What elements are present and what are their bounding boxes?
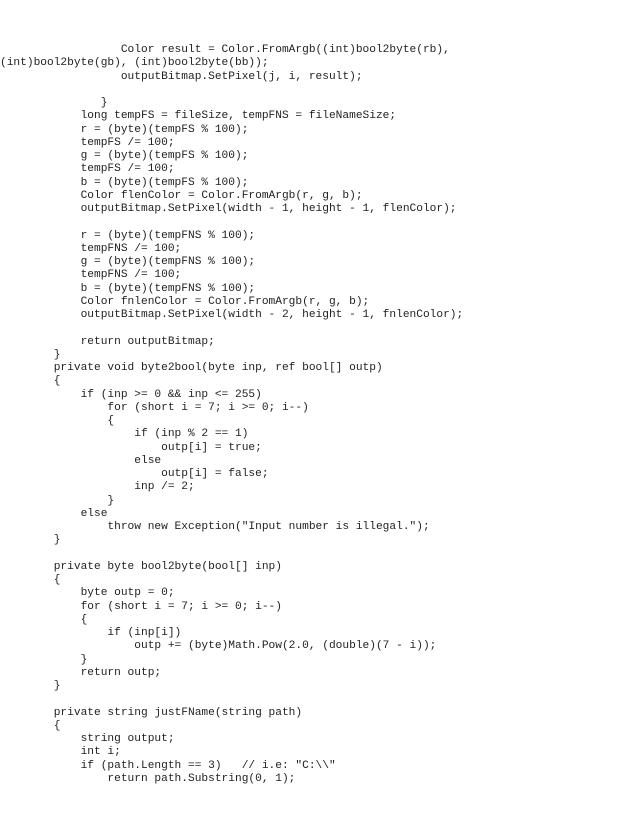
code-line: outp += (byte)Math.Pow(2.0, (double)(7 - i));: [0, 640, 437, 653]
code-line: }: [0, 653, 88, 666]
code-line: private byte bool2byte(bool[] inp): [0, 560, 282, 573]
code-line: {: [0, 613, 88, 626]
code-line: r = (byte)(tempFS % 100);: [0, 123, 249, 136]
code-line: g = (byte)(tempFS % 100);: [0, 150, 249, 162]
code-line: outputBitmap.SetPixel(j, i, result);: [0, 70, 363, 83]
code-line: outp[i] = false;: [0, 468, 269, 480]
code-line: if (inp >= 0 && inp <= 255): [0, 388, 262, 401]
code-line: r = (byte)(tempFNS % 100);: [0, 229, 256, 242]
code-line: {: [0, 415, 115, 427]
code-line: }: [0, 494, 115, 507]
code-line: byte outp = 0;: [0, 587, 175, 600]
code-line: tempFS /= 100;: [0, 136, 175, 149]
code-listing: [0, 44, 463, 786]
code-line: else: [0, 507, 108, 520]
code-line: return outp;: [0, 666, 162, 679]
code-line: }: [0, 680, 61, 692]
code-line: return path.Substring(0, 1);: [0, 772, 296, 785]
code-line: Color result = Color.FromArgb((int)bool2byte(rb),: [0, 44, 450, 56]
code-line: int i;: [0, 746, 121, 759]
code-line: outp[i] = true;: [0, 441, 262, 454]
code-line: tempFS /= 100;: [0, 163, 175, 176]
code-line: [0, 693, 463, 706]
code-line: private void byte2bool(byte inp, ref bool[] outp): [0, 362, 383, 374]
code-line: {: [0, 574, 61, 586]
code-line: g = (byte)(tempFNS % 100);: [0, 256, 256, 268]
code-line: [0, 548, 463, 561]
code-line: tempFNS /= 100;: [0, 269, 182, 282]
code-line: [0, 84, 463, 97]
code-line: tempFNS /= 100;: [0, 242, 182, 255]
code-line: Color fnlenColor = Color.FromArgb(r, g, b);: [0, 295, 370, 308]
code-line: if (path.Length == 3) // i.e: "C:\\": [0, 759, 336, 772]
code-line: {: [0, 719, 61, 732]
code-line: throw new Exception("Input number is illegal.");: [0, 521, 430, 533]
code-line: (int)bool2byte(gb), (int)bool2byte(bb));: [0, 57, 269, 70]
code-line: string output;: [0, 733, 175, 745]
code-line: {: [0, 375, 61, 388]
code-line: }: [0, 348, 61, 361]
code-line: if (inp % 2 == 1): [0, 428, 249, 441]
code-line: for (short i = 7; i >= 0; i--): [0, 600, 282, 613]
code-line: [0, 216, 463, 229]
code-line: b = (byte)(tempFNS % 100);: [0, 282, 256, 295]
code-line: else: [0, 454, 162, 467]
code-line: long tempFS = fileSize, tempFNS = fileNameSize;: [0, 110, 397, 123]
code-line: outputBitmap.SetPixel(width - 1, height - 1, flenColor);: [0, 203, 457, 215]
code-line: inp /= 2;: [0, 481, 195, 494]
code-line: if (inp[i]): [0, 627, 182, 639]
code-line: }: [0, 534, 61, 547]
code-line: for (short i = 7; i >= 0; i--): [0, 401, 309, 414]
code-line: b = (byte)(tempFS % 100);: [0, 176, 249, 189]
code-line: private string justFName(string path): [0, 706, 303, 719]
code-line: return outputBitmap;: [0, 335, 215, 348]
code-line: }: [0, 97, 108, 109]
code-line: [0, 322, 463, 335]
code-line: outputBitmap.SetPixel(width - 2, height - 1, fnlenColor);: [0, 309, 464, 321]
code-line: Color flenColor = Color.FromArgb(r, g, b);: [0, 189, 363, 202]
